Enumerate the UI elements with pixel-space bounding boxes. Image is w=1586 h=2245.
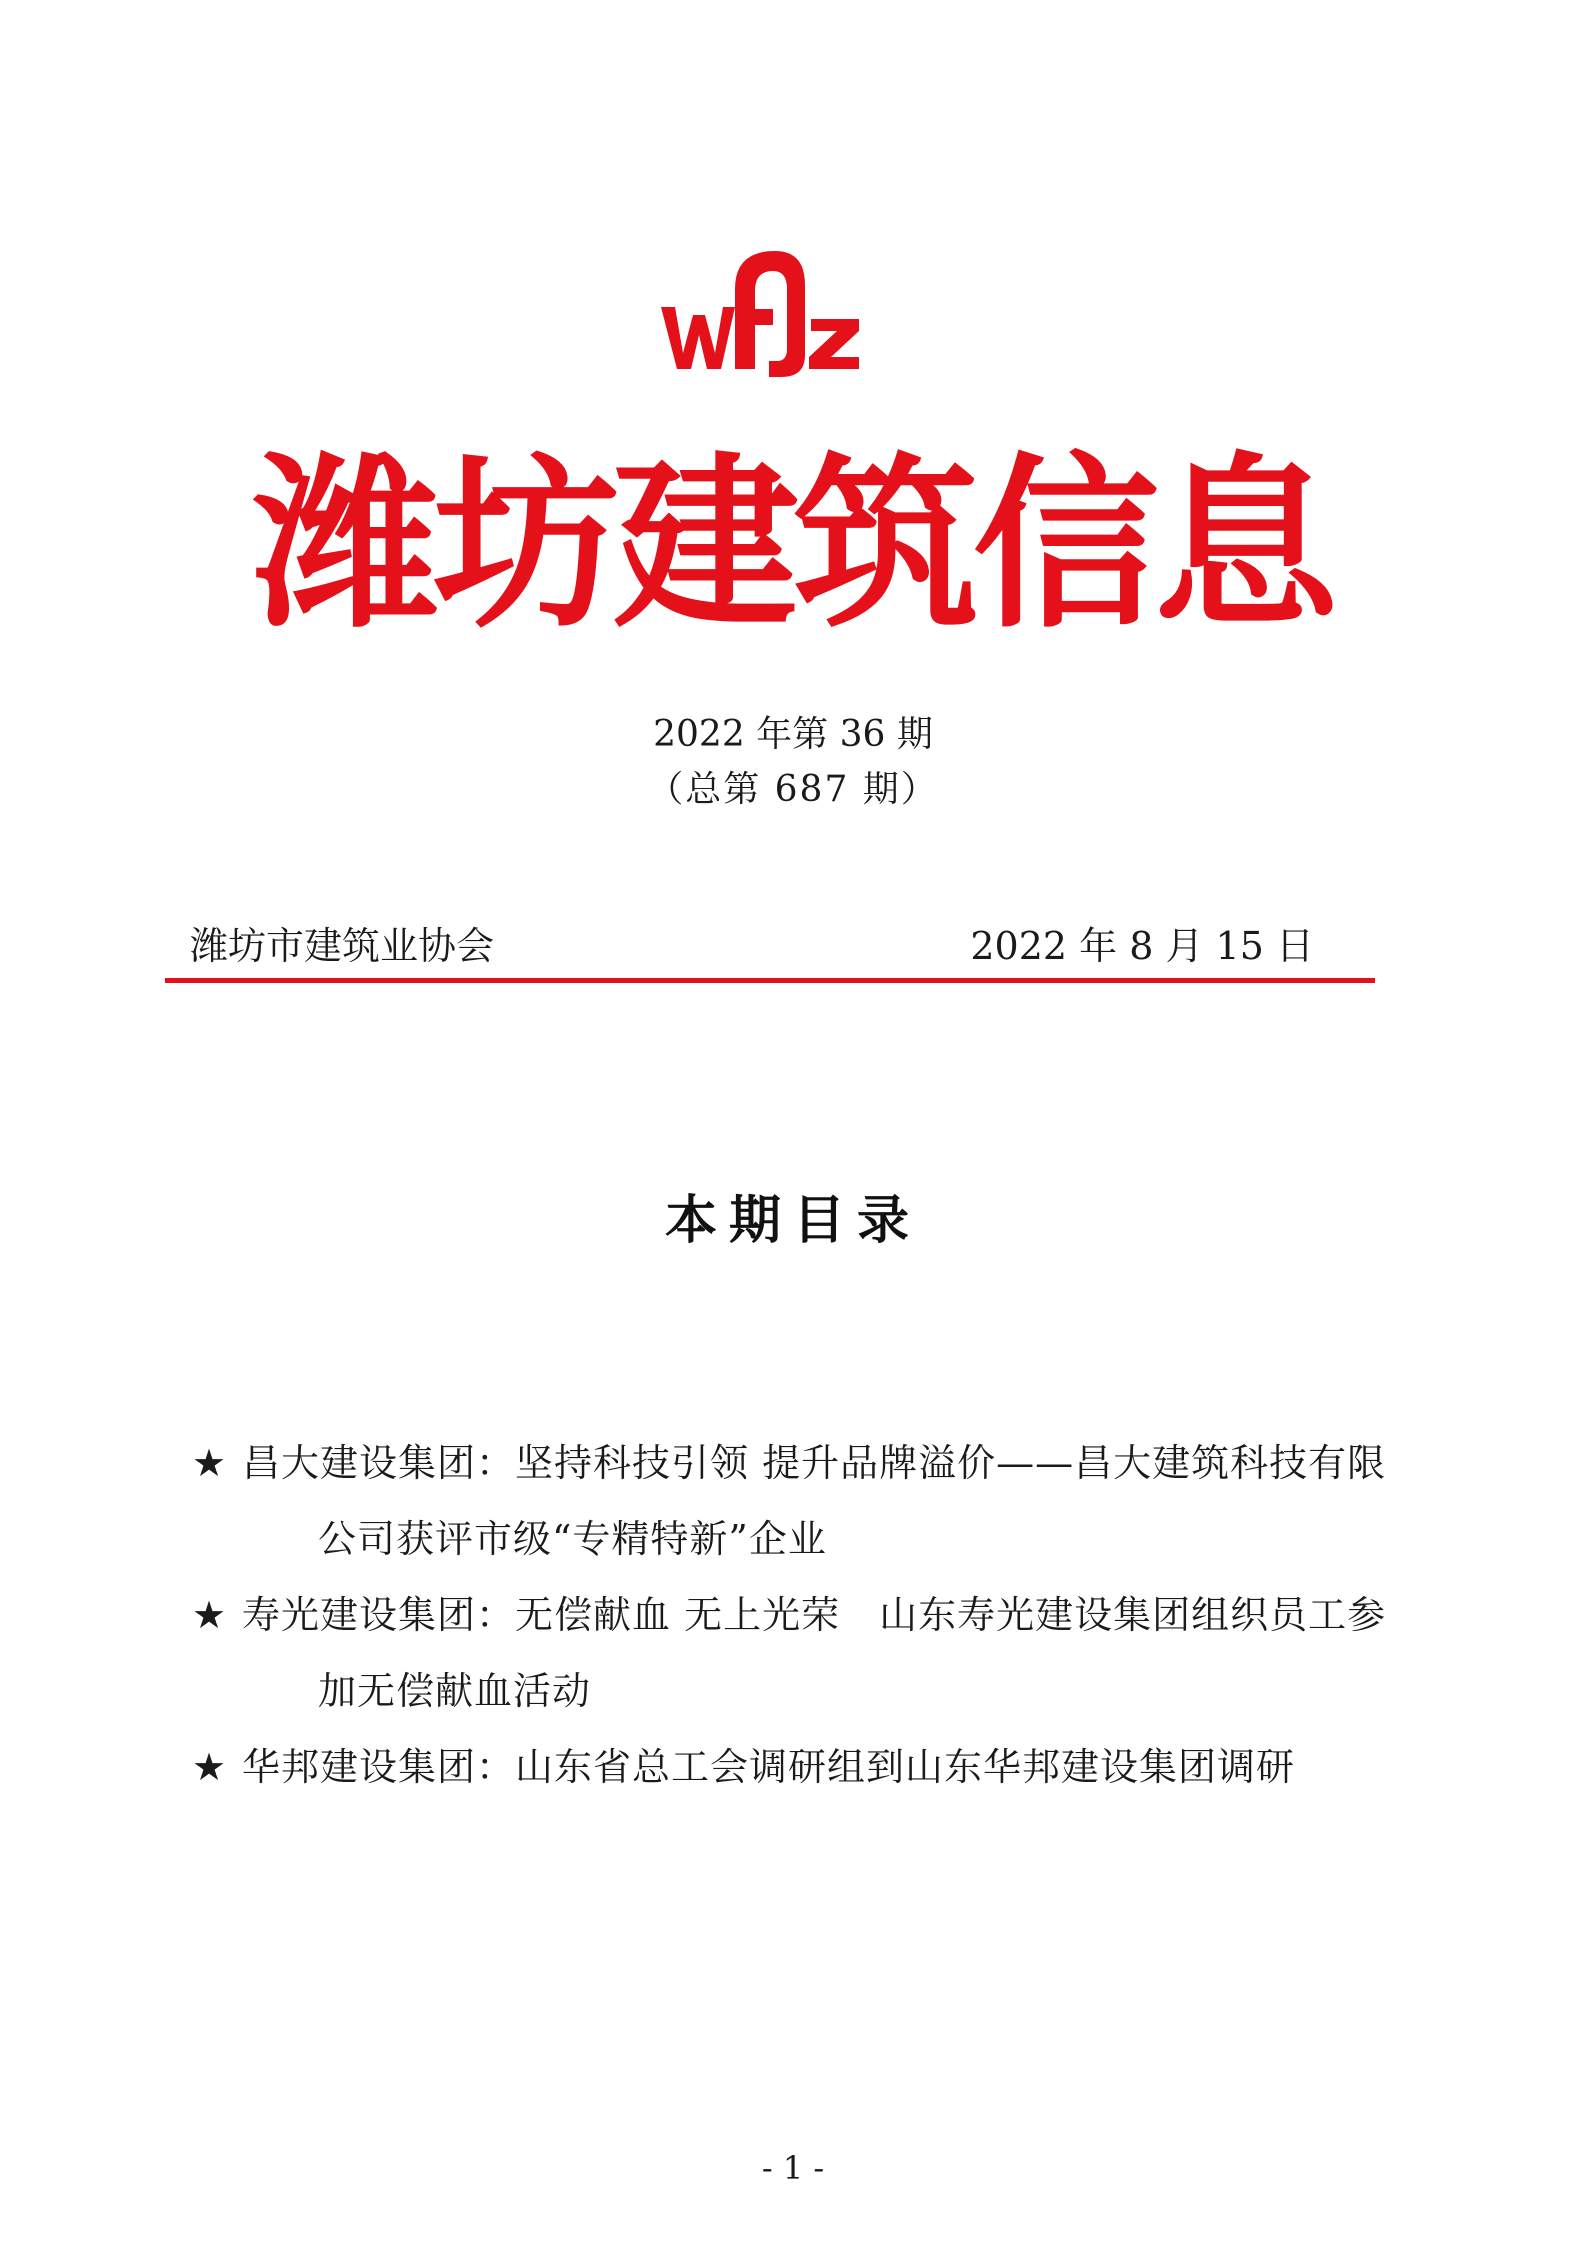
issue-number: 2022 年第 36 期 — [653, 714, 933, 755]
star-icon: ★ — [192, 1441, 228, 1485]
table-of-contents — [192, 1425, 1422, 1805]
star-icon: ★ — [192, 1593, 228, 1637]
toc-item-text: 寿光建设集团：无偿献血 无上光荣 山东寿光建设集团组织员工参加无偿献血活动 — [242, 1593, 1387, 1713]
toc-item-text: 华邦建设集团：山东省总工会调研组到山东华邦建设集团调研 — [242, 1745, 1296, 1789]
masthead-title: 潍坊建筑信息 — [252, 436, 1333, 653]
page-number: - 1 - — [761, 2149, 825, 2187]
toc-item-text: 昌大建设集团：坚持科技引领 提升品牌溢价——昌大建筑科技有限公司获评市级“专精特新”企业 — [242, 1441, 1387, 1561]
toc-item — [192, 1729, 1422, 1805]
toc-title: 本期目录 — [664, 1190, 921, 1251]
wfjz-logo-icon — [655, 245, 865, 380]
total-issue-number: （总第 687 期） — [647, 769, 939, 810]
star-icon: ★ — [192, 1745, 228, 1789]
publisher-name: 潍坊市建筑业协会 — [190, 924, 495, 968]
toc-item — [192, 1577, 1422, 1729]
publication-date: 2022 年 8 月 15 日 — [970, 924, 1314, 968]
header-divider — [165, 978, 1375, 983]
toc-item — [192, 1425, 1422, 1577]
